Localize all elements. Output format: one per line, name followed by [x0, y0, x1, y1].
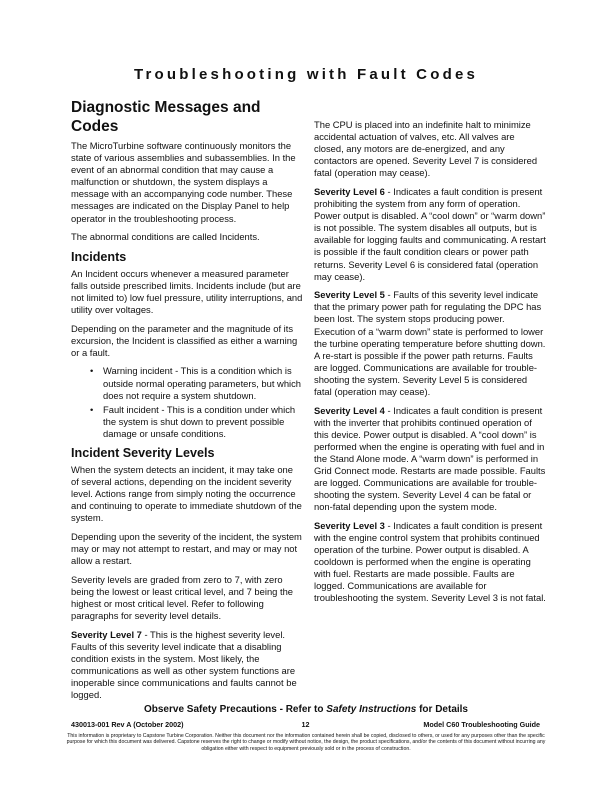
- proprietary-disclaimer: This information is proprietary to Capstone Turbine Corporation. Neither this document nor the information contained herein shall be copied, disclosed to others, or used for any purposes other than the specific purpose for which this document was delivered. Capstone reserves the right to change or modify without notice, the design, the product specifications, and/or the contents of this document without incurring any obligation either with respect to equipment previously sold or in the process of construction.: [66, 733, 546, 752]
- severity-level-7: [71, 629, 303, 702]
- incidents-paragraph-2: Depending on the parameter and the magnitude of its excursion, the Incident is classified as either a warning or a fault.: [71, 322, 298, 358]
- severity-level-7-text: - This is the highest severity level. Faults of this severity level indicate that a disabling condition exists in the system. Most likely, the communications as well as other system functions are inoperable since communications and faults cannot be logged.: [71, 628, 297, 701]
- section-heading-diagnostic: Diagnostic Messages and Codes: [71, 99, 261, 135]
- list-item: [71, 404, 303, 440]
- safety-notice-prefix: Observe Safety Precautions - Refer to: [143, 704, 327, 715]
- severity-paragraph-3: Severity levels are graded from zero to 7, with zero being the lowest or least critical level, and 7 being the highest or most critical level. Refer to following paragraphs for severity level details.: [71, 573, 294, 621]
- severity-level-5: [314, 289, 546, 398]
- subheading-incidents: Incidents: [71, 249, 127, 264]
- intro-paragraph-1: The MicroTurbine software continuously monitors the state of various assemblies and subassemblies. In the event of an abnormal condition that may cause a malfunction or shutdown, the system displays a message with an accompanying code number. These messages are indicated on the Display Panel to help operator in the troubleshooting process.: [71, 140, 296, 224]
- page-number: 12: [301, 720, 310, 729]
- severity-level-7-label: Severity Level 7: [71, 628, 142, 640]
- severity-level-3-text: - Indicates a fault condition is present with the engine control system that prohibits continued operation of the turbine. Power output is disabled. A cooldown is performed when the engine is operating with fuel. Restarts are made possible. Faults are logged. Communications are available for troubleshooting the system. Severity Level 3 is not fatal.: [314, 519, 546, 604]
- bullet-icon: •: [90, 365, 94, 377]
- severity-level-6-label: Severity Level 6: [314, 185, 385, 197]
- severity-level-4-label: Severity Level 4: [314, 404, 385, 416]
- subheading-severity-levels: Incident Severity Levels: [71, 445, 215, 460]
- severity-level-3: [314, 520, 546, 605]
- footer-row: [71, 720, 540, 731]
- safety-notice-italic: Safety Instructions: [326, 704, 417, 715]
- severity-level-6-text: - Indicates a fault condition is present prohibiting the system from any form of operation. Power output is disabled. A “cool down” or “warm down” is not possible. The system disables all outputs, but is available for logging faults and communicating. A restart is possible if the fault condition clears or power path returns. Severity Level 6 is considered fatal (operation may cease).: [314, 185, 546, 282]
- guide-title: Model C60 Troubleshooting Guide: [423, 720, 540, 729]
- list-item-text: Fault incident - This is a condition under which the system is shut down to prevent possible damage or unsafe conditions.: [103, 403, 296, 439]
- page-title: Troubleshooting with Fault Codes: [133, 66, 479, 83]
- severity-level-4: [314, 405, 546, 514]
- safety-notice: [0, 704, 612, 715]
- severity-level-3-label: Severity Level 3: [314, 519, 385, 531]
- severity-level-5-label: Severity Level 5: [314, 289, 385, 301]
- left-column: [71, 98, 303, 708]
- incident-type-list: [71, 365, 303, 440]
- safety-notice-suffix: for Details: [416, 704, 468, 715]
- document-number: 430013-001 Rev A (October 2002): [71, 720, 184, 729]
- intro-paragraph-2: The abnormal conditions are called Incidents.: [71, 231, 260, 243]
- list-item: [71, 365, 303, 401]
- severity-level-6: [314, 186, 546, 283]
- right-column: [314, 119, 546, 611]
- list-item-text: Warning incident - This is a condition which is outside normal operating parameters, but which does not require a system shutdown.: [103, 365, 302, 401]
- severity-level-5-text: - Faults of this severity level indicate that the primary power path for regulating the DPC has been lost. The system stops producing power. Execution of a “warm down” state is performed to lower the turbine operating temperature before shutting down. A re-start is possible if the power path returns. Faults are logged. Communications are available for trouble-shooting the system. Severity Level 5 is considered fatal (operation may cease).: [314, 289, 546, 397]
- severity-paragraph-1: When the system detects an incident, it may take one of several actions, depending on the incident severity level. Actions range from simply noting the occurrence and continuing to operate to immediate shutdown of the system.: [71, 463, 302, 524]
- severity-level-4-text: - Indicates a fault condition is present with the inverter that prohibits continued operation of this device. Power output is disabled. A “cool down” is performed when the engine is operating with fuel and in the Stand Alone mode. A “warm down” is performed in Grid Connect mode. Restarts are made possible. Faults are logged. Communications are available for trouble-shooting the system. Severity Level 4 can be fatal or non-fatal depending upon the system mode.: [314, 404, 546, 513]
- bullet-icon: •: [90, 403, 94, 415]
- incidents-paragraph-1: An Incident occurs whenever a measured parameter falls outside prescribed limits. Incidents include (but are not limited to) low fuel pressure, utility interruptions, and utility over voltages.: [71, 267, 303, 316]
- severity-paragraph-2: Depending upon the severity of the incident, the system may or may not attempt to restart, and may or may not allow a restart.: [71, 530, 302, 567]
- continuation-paragraph: The CPU is placed into an indefinite halt to minimize accidental actuation of valves, etc. All valves are closed, any motors are de-energized, and any contactors are opened. Severity Level 7 is considered fatal (operation may cease).: [314, 119, 538, 179]
